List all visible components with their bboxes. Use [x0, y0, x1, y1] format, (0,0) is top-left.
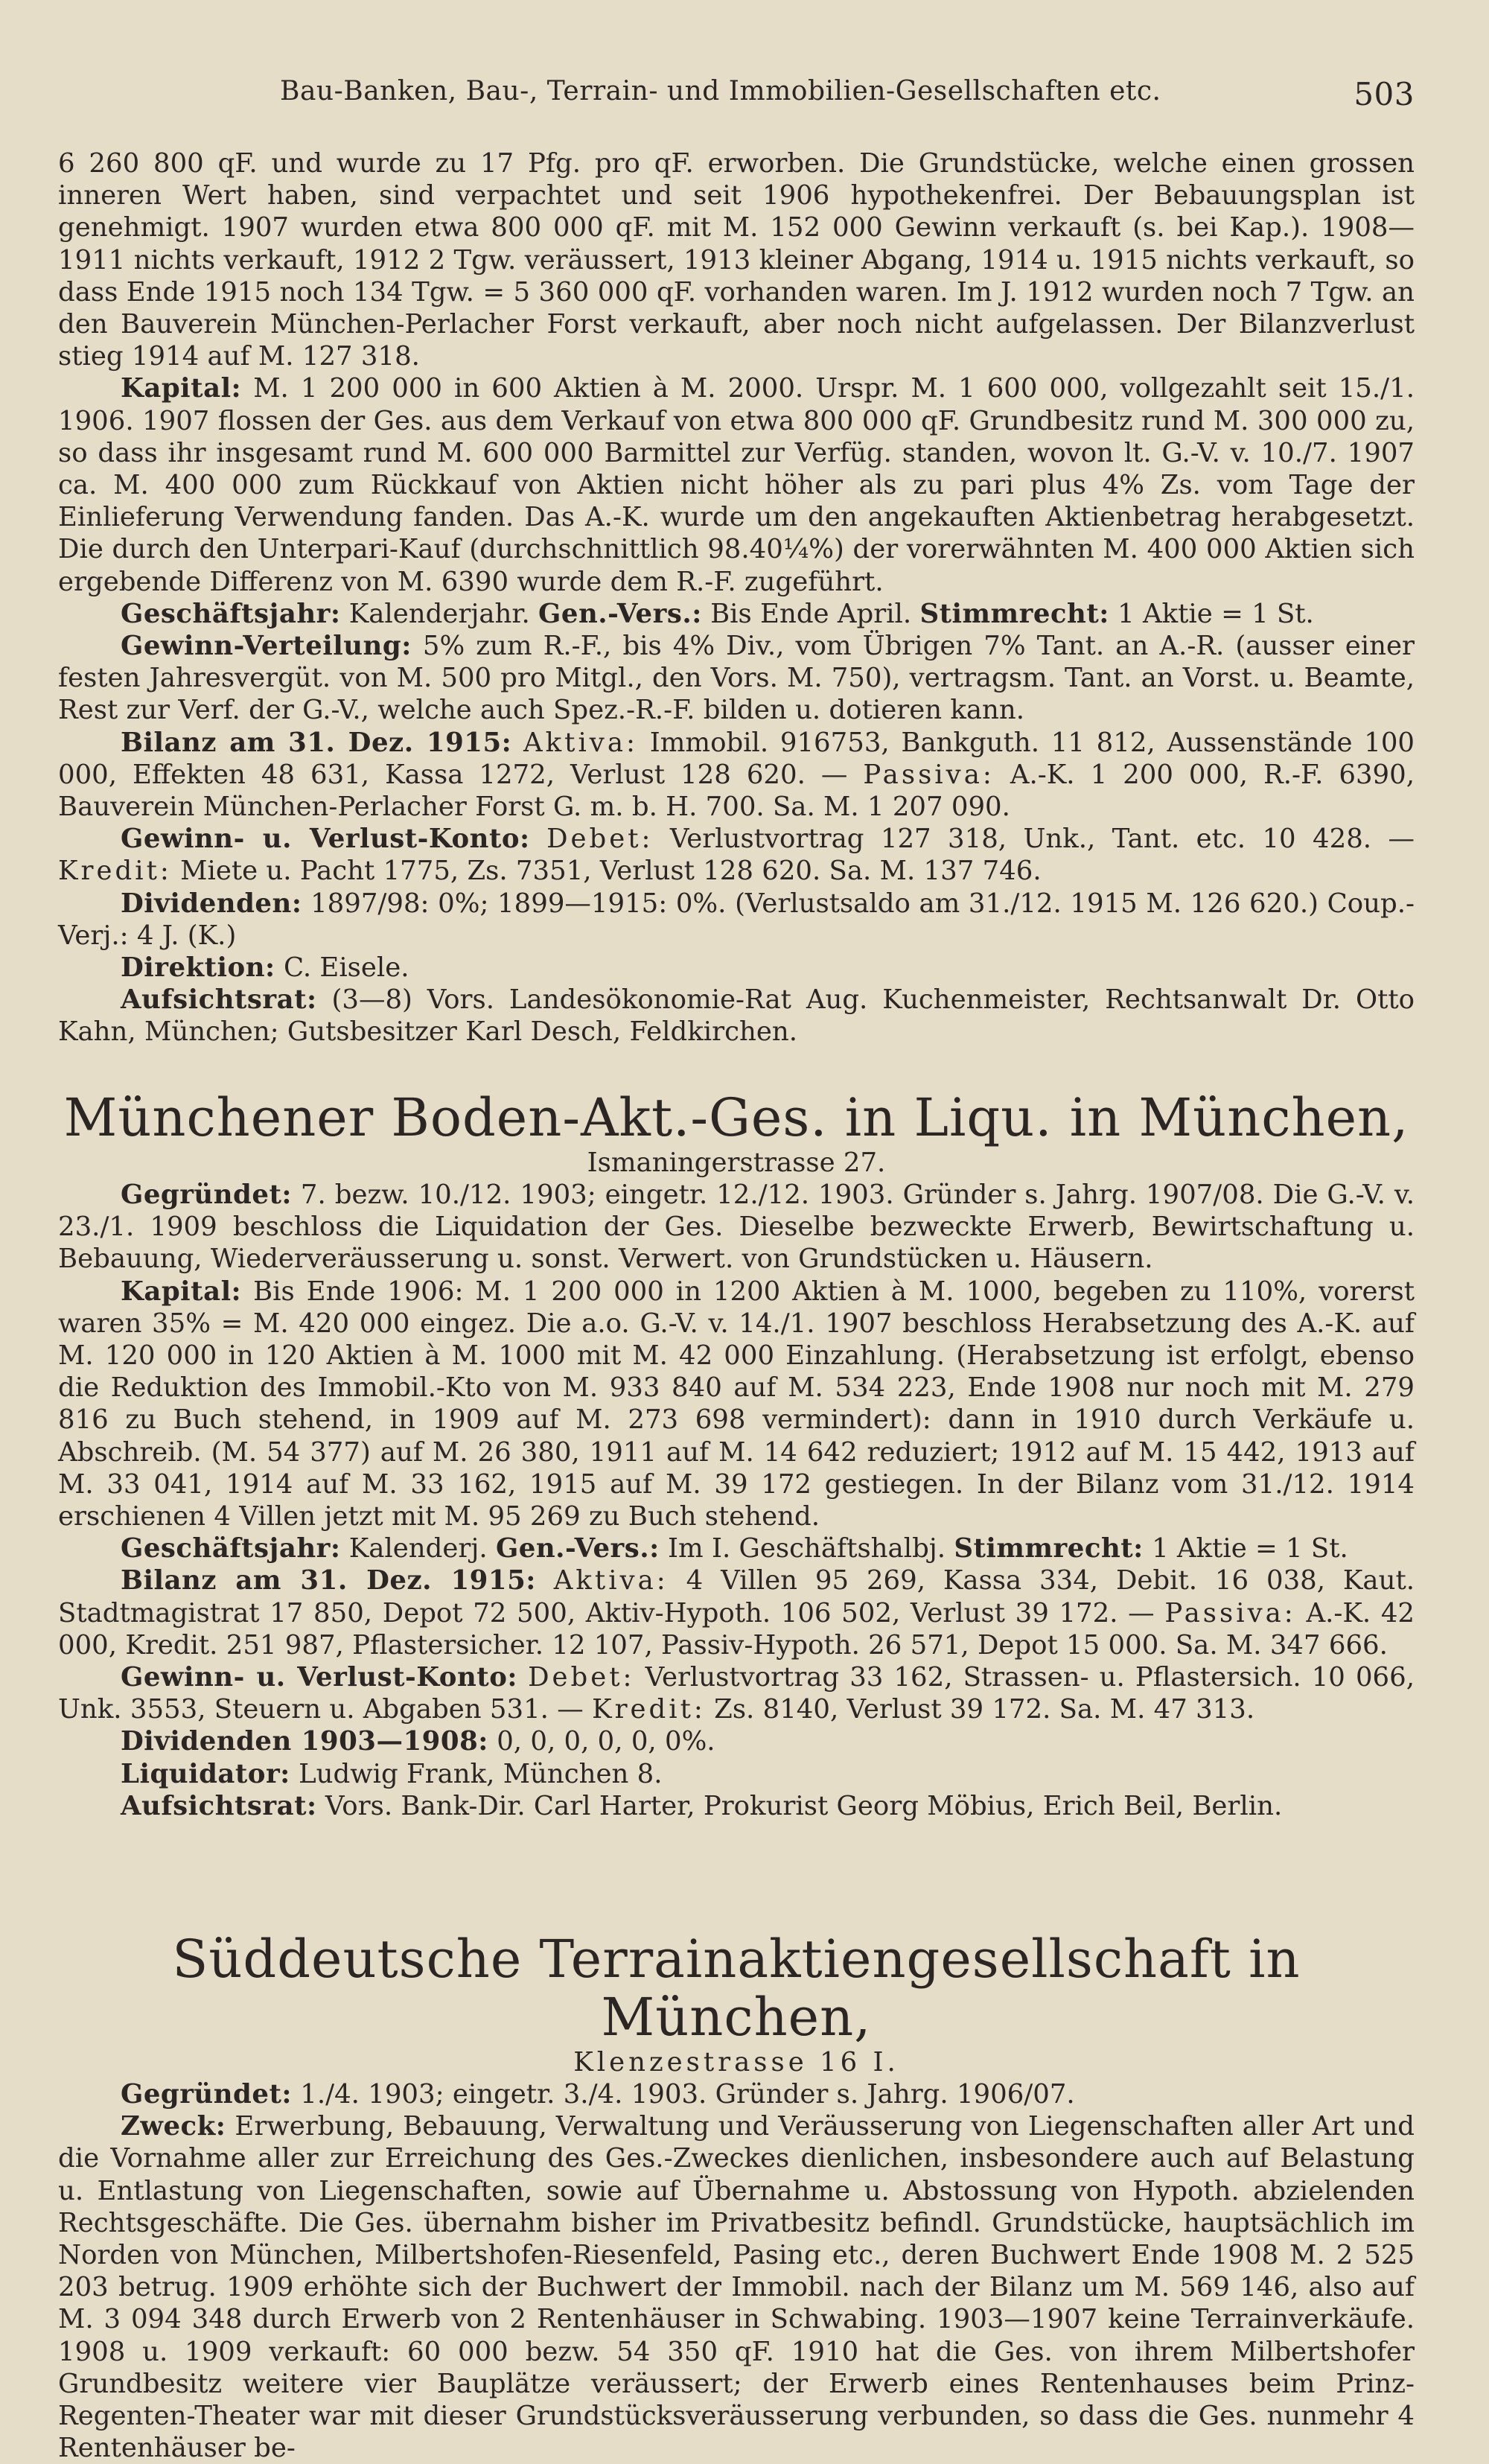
passiva-word: Passiva: [1164, 1597, 1296, 1629]
section-previous-company [58, 147, 1415, 1048]
kredit-word: Kredit: [58, 856, 172, 887]
stimmrecht-text: 1 Aktie = 1 St. [1152, 1533, 1348, 1564]
guv-debet: Verlustvortrag 33 162, Strassen- u. Pflastersich. 10 066, Unk. 3553, Steuern u. Abgaben 531. — [58, 1662, 1415, 1725]
liquidator-text: Ludwig Frank, München 8. [299, 1758, 663, 1789]
company-address: Ismaningerstrasse 27. [587, 1147, 886, 1178]
gegruendet-paragraph [58, 1179, 1415, 1276]
direktion-paragraph [58, 952, 1415, 984]
gj-label: Geschäftsjahr: [121, 1533, 341, 1564]
guv-kredit: Zs. 8140, Verlust 39 172. Sa. M. 47 313. [714, 1694, 1255, 1725]
guv-paragraph [58, 1661, 1415, 1725]
dividenden-label: Dividenden: [121, 888, 302, 919]
guv-kredit: Miete u. Pacht 1775, Zs. 7351, Verlust 128 620. Sa. M. 137 746. [180, 856, 1042, 887]
gj-label: Geschäftsjahr: [121, 598, 341, 629]
section-muenchener-boden [58, 1089, 1415, 1822]
kapital-text: Bis Ende 1906: M. 1 200 000 in 1200 Aktien à M. 1000, begeben zu 110%, vorerst waren 35% = M. 420 000 eingez. Die a.o. G.-V. v. 14./1. 1907 beschloss Herabsetzung des A.-K. auf M. 120 000 in 120 Aktien à M. 1000 mit M. 42 000 Einzahlung. (Herabsetzung ist erfolgt, ebenso die Reduktion des Immobil.-Kto von M. 933 840 auf M. 534 223, Ende 1908 nur noch mit M. 279 816 zu Buch stehend, in 1909 auf M. 273 698 vermindert): dann in 1910 durch Verkäufe u. Abschreib. (M. 54 377) auf M. 26 380, 1911 auf M. 14 642 reduziert; 1912 auf M. 15 442, 1913 auf M. 33 041, 1914 auf M. 33 162, 1915 auf M. 39 172 gestiegen. In der Bilanz vom 31./12. 1914 erschienen 4 Villen jetzt mit M. 95 269 zu Buch stehend. [58, 1276, 1415, 1532]
passiva-word: Passiva: [863, 759, 995, 790]
bilanz-aktiva: Immobil. 916753, Bankguth. 11 812, Aussenstände 100 000, Effekten 48 631, Kassa 1272, Verlust 128 620. — [58, 727, 1415, 790]
bilanz-label: Bilanz am 31. Dez. 1915: [121, 1565, 536, 1596]
company-address: Klenzestrasse 16 I. [573, 2047, 899, 2078]
bilanz-paragraph [58, 1564, 1415, 1661]
aufsichtsrat-label: Aufsichtsrat: [121, 984, 317, 1016]
bilanz-label: Bilanz am 31. Dez. 1915: [121, 727, 512, 758]
gj-paragraph [58, 598, 1415, 630]
gewinn-paragraph [58, 630, 1415, 727]
dividenden-text: 0, 0, 0, 0, 0, 0%. [497, 1726, 715, 1757]
dividenden-label: Dividenden 1903—1908: [121, 1726, 488, 1757]
guv-debet: Verlustvortrag 127 318, Unk., Tant. etc. 10 428. — [669, 824, 1415, 855]
dividenden-text: 1897/98: 0%; 1899—1915: 0%. (Verlustsaldo am 31./12. 1915 M. 126 620.) Coup.-Verj.: 4 J. (K.) [58, 888, 1415, 951]
bilanz-paragraph [58, 727, 1415, 824]
gv-text: Bis Ende April. [710, 598, 912, 629]
stimmrecht-label: Stimmrecht: [919, 598, 1109, 629]
gv-text: Im I. Geschäftshalbj. [668, 1533, 946, 1564]
gv-label: Gen.-Vers.: [538, 598, 702, 629]
gj-paragraph [58, 1532, 1415, 1564]
company-title: Süddeutsche Terrainaktiengesellschaft in München, [172, 1929, 1301, 2048]
gj-text: Kalenderjahr. [348, 598, 530, 629]
liquidator-paragraph [58, 1758, 1415, 1790]
zweck-label: Zweck: [121, 2111, 226, 2142]
zweck-text: Erwerbung, Bebauung, Verwaltung und Veräusserung von Liegenschaften aller Art und die Vornahme aller zur Erreichung des Ges.-Zweckes dienlichen, insbesondere auch auf Belastung u. Entlastung von Liegenschaften, sowie auf Übernahme u. Abstossung von Hypoth. abzielenden Rechtsgeschäfte. Die Ges. übernahm bisher im Privatbesitz befindl. Grundstücke, hauptsächlich im Norden von München, Milbertshofen-Riesenfeld, Pasing etc., deren Buchwert Ende 1908 M. 2 525 203 betrug. 1909 erhöhte sich der Buchwert der Immobil. nach der Bilanz um M. 569 146, also auf M. 3 094 348 durch Erwerb von 2 Rentenhäuser in Schwabing. 1903—1907 keine Terrainverkäufe. 1908 u. 1909 verkauft: 60 000 bezw. 54 350 qF. 1910 hat die Ges. von ihrem Milbertshofer Grundbesitz weitere vier Bauplätze veräussert; der Erwerb eines Rentenhauses beim Prinz-Regenten-Theater war mit dieser Grundstücksveräusserung verbunden, so dass die Ges. nunmehr 4 Rentenhäuser be- [58, 2111, 1415, 2464]
gegruendet-label: Gegründet: [121, 1180, 292, 1210]
aufsichtsrat-paragraph [58, 1790, 1415, 1822]
guv-paragraph [58, 823, 1415, 887]
company-title: Münchener Boden-Akt.-Ges. in Liqu. in München, [63, 1087, 1409, 1148]
aufsichtsrat-text: (3—8) Vors. Landesökonomie-Rat Aug. Kuchenmeister, Rechtsanwalt Dr. Otto Kahn, München; Gutsbesitzer Karl Desch, Feldkirchen. [58, 984, 1415, 1048]
gegruendet-text: 7. bezw. 10./12. 1903; eingetr. 12./12. 1903. Gründer s. Jahrg. 1907/08. Die G.-V. v. 23./1. 1909 beschloss die Liquidation der Ges. Dieselbe bezweckte Erwerb, Bewirtschaftung u. Bebauung, Wiederveräusserung u. sonst. Verwert. von Grundstücken u. Häusern. [58, 1180, 1415, 1275]
intro-paragraph: 6 260 800 qF. und wurde zu 17 Pfg. pro qF. erworben. Die Grundstücke, welche einen grossen inneren Wert haben, sind verpachtet und seit 1906 hypothekenfrei. Der Bebauungsplan ist genehmigt. 1907 wurden etwa 800 000 qF. mit M. 152 000 Gewinn verkauft (s. bei Kap.). 1908—1911 nichts verkauft, 1912 2 Tgw. veräussert, 1913 kleiner Abgang, 1914 u. 1915 nichts verkauft, so dass Ende 1915 noch 134 Tgw. = 5 360 000 qF. vorhanden waren. Im J. 1912 wurden noch 7 Tgw. an den Bauverein München-Perlacher Forst verkauft, aber noch nicht aufgelassen. Der Bilanzverlust stieg 1914 auf M. 127 318. [58, 148, 1415, 372]
gegruendet-text: 1./4. 1903; eingetr. 3./4. 1903. Gründer s. Jahrg. 1906/07. [300, 2079, 1075, 2110]
section-sueddeutsche-terrain [58, 1930, 1415, 2464]
gewinn-text: 5% zum R.-F., bis 4% Div., vom Übrigen 7% Tant. an A.-R. (ausser einer festen Jahresvergüt. von M. 500 pro Mitgl., den Vors. M. 750), vertragsm. Tant. an Vorst. u. Beamte, Rest zur Verf. der G.-V., welche auch Spez.-R.-F. bilden u. dotieren kann. [58, 631, 1415, 726]
gj-text: Kalenderj. [348, 1533, 488, 1564]
aufsichtsrat-paragraph [58, 984, 1415, 1048]
debet-word: Debet: [546, 824, 654, 855]
bilanz-aktiva: 4 Villen 95 269, Kassa 334, Debit. 16 038, Kaut. Stadtmagistrat 17 850, Depot 72 500, Aktiv-Hypoth. 106 502, Verlust 39 172. — [58, 1565, 1415, 1629]
kredit-word: Kredit: [592, 1694, 706, 1725]
direktion-text: C. Eisele. [283, 952, 409, 984]
gv-label: Gen.-Vers.: [495, 1533, 660, 1564]
bilanz-passiva: A.-K. 1 200 000, R.-F. 6390, Bauverein München-Perlacher Forst G. m. b. H. 700. Sa. M. 1 207 090. [58, 759, 1415, 823]
kapital-label: Kapital: [121, 373, 242, 404]
dividenden-paragraph [58, 1725, 1415, 1757]
debet-word: Debet: [528, 1662, 635, 1693]
guv-label: Gewinn- u. Verlust-Konto: [121, 1662, 517, 1693]
aufsichtsrat-label: Aufsichtsrat: [121, 1790, 317, 1821]
aktiva-word: Aktiva: [523, 727, 638, 758]
aktiva-word: Aktiva: [553, 1565, 669, 1596]
bilanz-passiva: A.-K. 42 000, Kredit. 251 987, Pflastersicher. 12 107, Passiv-Hypoth. 26 571, Depot 15 000. Sa. M. 347 666. [58, 1597, 1415, 1661]
kapital-text: M. 1 200 000 in 600 Aktien à M. 2000. Urspr. M. 1 600 000, vollgezahlt seit 15./1. 1906. 1907 flossen der Ges. aus dem Verkauf von etwa 800 000 qF. Grundbesitz rund M. 300 000 zu, so dass ihr insgesamt rund M. 600 000 Barmittel zur Verfüg. standen, wovon lt. G.-V. v. 10./7. 1907 ca. M. 400 000 zum Rückkauf von Aktien nicht höher als zu pari plus 4% Zs. vom Tage der Einlieferung Verwendung fanden. Das A.-K. wurde um den angekauften Aktienbetrag herabgesetzt. Die durch den Unterpari-Kauf (durchschnittlich 98.40¼%) der vorerwähnten M. 400 000 Aktien sich ergebende Differenz von M. 6390 wurde dem R.-F. zugeführt. [58, 373, 1415, 597]
guv-label: Gewinn- u. Verlust-Konto: [121, 824, 530, 855]
kapital-label: Kapital: [121, 1276, 242, 1307]
running-header [58, 76, 1415, 121]
aufsichtsrat-text: Vors. Bank-Dir. Carl Harter, Prokurist Georg Möbius, Erich Beil, Berlin. [325, 1790, 1283, 1821]
dividenden-paragraph [58, 888, 1415, 952]
stimmrecht-text: 1 Aktie = 1 St. [1117, 598, 1314, 629]
page-number: 503 [1354, 76, 1415, 112]
gegruendet-paragraph [58, 2078, 1415, 2110]
kapital-paragraph [58, 372, 1415, 597]
liquidator-label: Liquidator: [121, 1758, 290, 1789]
direktion-label: Direktion: [121, 952, 275, 984]
running-title: Bau-Banken, Bau-, Terrain- und Immobilien-Gesellschaften etc. [280, 76, 1161, 106]
gewinn-label: Gewinn-Verteilung: [121, 631, 412, 662]
zweck-paragraph [58, 2110, 1415, 2464]
kapital-paragraph [58, 1276, 1415, 1533]
stimmrecht-label: Stimmrecht: [954, 1533, 1144, 1564]
gegruendet-label: Gegründet: [121, 2079, 292, 2110]
